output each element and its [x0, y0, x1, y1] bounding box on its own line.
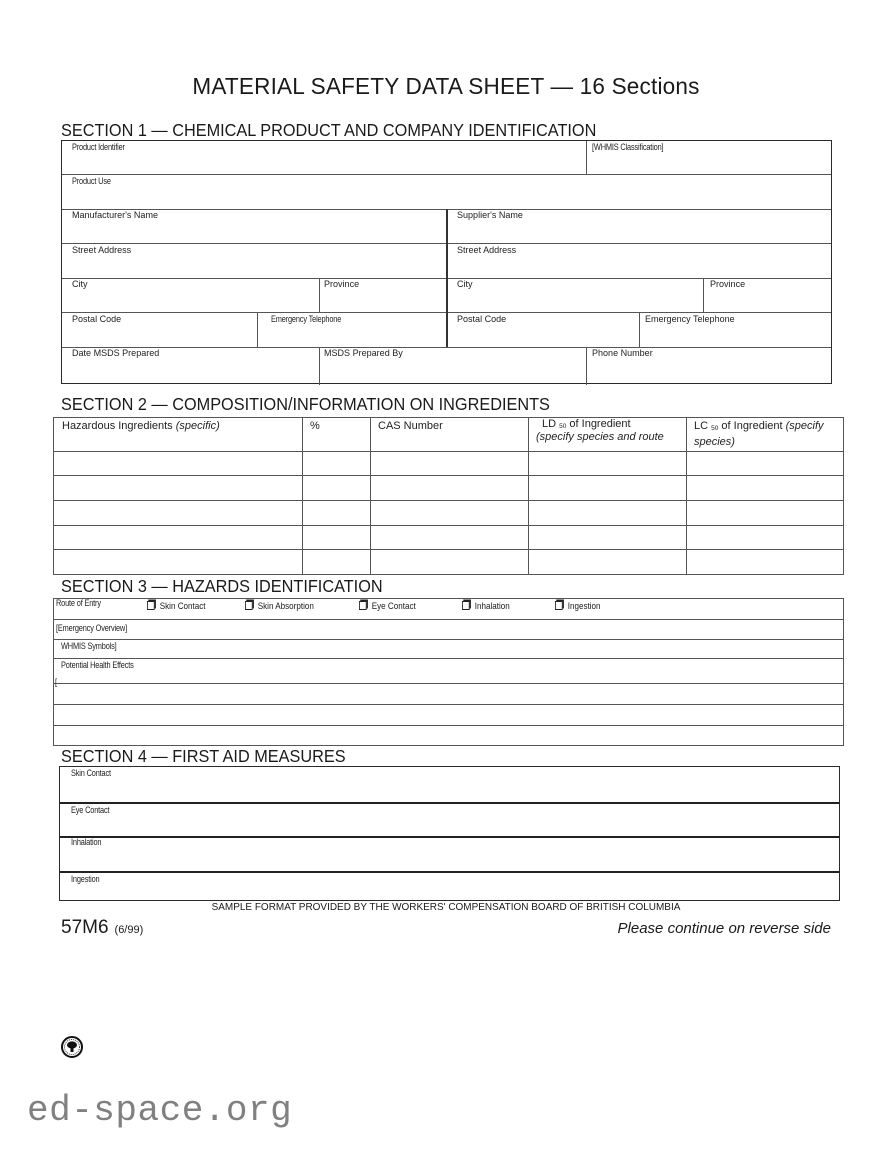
first-aid-form	[59, 766, 840, 901]
manufacturer-street-field[interactable]: Street Address	[72, 245, 132, 256]
whmis-classification-field[interactable]: [WHMIS Classification]	[592, 142, 664, 152]
col-percent: %	[310, 420, 320, 432]
table-row[interactable]	[54, 501, 843, 525]
recycled-paper-logo-icon	[61, 1036, 83, 1058]
potential-health-effects-field[interactable]: Potential Health Effects	[61, 660, 134, 670]
checkbox-icon[interactable]	[462, 601, 470, 610]
route-ingestion-checkbox[interactable]: Ingestion	[555, 601, 601, 612]
checkbox-icon[interactable]	[245, 601, 253, 610]
supplier-street-field[interactable]: Street Address	[457, 245, 517, 256]
col-lc50-note: species)	[694, 436, 735, 448]
route-skin-contact-checkbox[interactable]: Skin Contact	[147, 601, 206, 612]
hazards-form	[53, 598, 844, 746]
route-skin-absorption-checkbox[interactable]: Skin Absorption	[245, 601, 314, 612]
table-row[interactable]	[54, 452, 843, 475]
first-aid-ingestion-field[interactable]: Ingestion	[71, 874, 100, 884]
route-of-entry-label: Route of Entry	[56, 598, 101, 608]
bracket-mark: [	[55, 677, 57, 687]
first-aid-inhalation-field[interactable]: Inhalation	[71, 837, 102, 847]
manufacturer-emergency-telephone-field[interactable]: Emergency Telephone	[271, 314, 342, 324]
watermark: ed-space.org	[27, 1090, 293, 1131]
sample-format-note: SAMPLE FORMAT PROVIDED BY THE WORKERS' COMPENSATION BOARD OF BRITISH COLUMBIA	[211, 901, 681, 913]
supplier-emergency-telephone-field[interactable]: Emergency Telephone	[645, 314, 735, 325]
section4-heading: SECTION 4 — FIRST AID MEASURES	[61, 746, 346, 766]
supplier-postal-code-field[interactable]: Postal Code	[457, 314, 507, 325]
section1-form	[61, 140, 832, 384]
manufacturer-province-field[interactable]: Province	[324, 279, 360, 290]
first-aid-eye-contact-field[interactable]: Eye Contact	[71, 805, 110, 815]
checkbox-icon[interactable]	[555, 601, 563, 610]
continue-note: Please continue on reverse side	[617, 920, 831, 937]
form-date: (6/99)	[114, 924, 144, 936]
date-msds-prepared-field[interactable]: Date MSDS Prepared	[72, 348, 160, 359]
checkbox-icon[interactable]	[359, 601, 367, 610]
supplier-name-field[interactable]: Supplier's Name	[457, 210, 523, 221]
page-title: MATERIAL SAFETY DATA SHEET — 16 Sections	[192, 73, 700, 99]
col-hazardous-ingredients: Hazardous Ingredients (specific)	[62, 420, 220, 432]
whmis-symbols-field[interactable]: WHMIS Symbols]	[61, 641, 117, 651]
manufacturer-city-field[interactable]: City	[72, 279, 88, 290]
ingredients-table	[53, 417, 844, 575]
table-row[interactable]	[54, 476, 843, 500]
phone-number-field[interactable]: Phone Number	[592, 348, 653, 359]
route-eye-contact-checkbox[interactable]: Eye Contact	[359, 601, 416, 612]
section2-heading: SECTION 2 — COMPOSITION/INFORMATION ON INGREDIENTS	[61, 394, 550, 414]
col-lc50: LC 50 of Ingredient (specify	[694, 420, 824, 432]
checkbox-icon[interactable]	[147, 601, 155, 610]
first-aid-skin-contact-field[interactable]: Skin Contact	[71, 768, 111, 778]
msds-prepared-by-field[interactable]: MSDS Prepared By	[324, 348, 403, 359]
form-number: 57M6 (6/99)	[61, 917, 144, 938]
table-row[interactable]	[54, 526, 843, 549]
col-ld50: LD 50 of Ingredient	[542, 418, 631, 430]
supplier-province-field[interactable]: Province	[710, 279, 746, 290]
col-ld50-note: (specify species and route	[536, 431, 664, 443]
manufacturer-postal-code-field[interactable]: Postal Code	[72, 314, 122, 325]
manufacturer-name-field[interactable]: Manufacturer's Name	[72, 210, 158, 221]
col-cas-number: CAS Number	[378, 420, 443, 432]
product-use-field[interactable]: Product Use	[72, 176, 111, 186]
section1-heading: SECTION 1 — CHEMICAL PRODUCT AND COMPANY IDENTIFICATION	[61, 120, 597, 140]
product-identifier-field[interactable]: Product Identifier	[72, 142, 125, 152]
route-inhalation-checkbox[interactable]: Inhalation	[462, 601, 510, 612]
table-row[interactable]	[54, 550, 843, 574]
emergency-overview-field[interactable]: [Emergency Overview]	[56, 623, 127, 633]
supplier-city-field[interactable]: City	[457, 279, 473, 290]
section3-heading: SECTION 3 — HAZARDS IDENTIFICATION	[61, 576, 383, 596]
